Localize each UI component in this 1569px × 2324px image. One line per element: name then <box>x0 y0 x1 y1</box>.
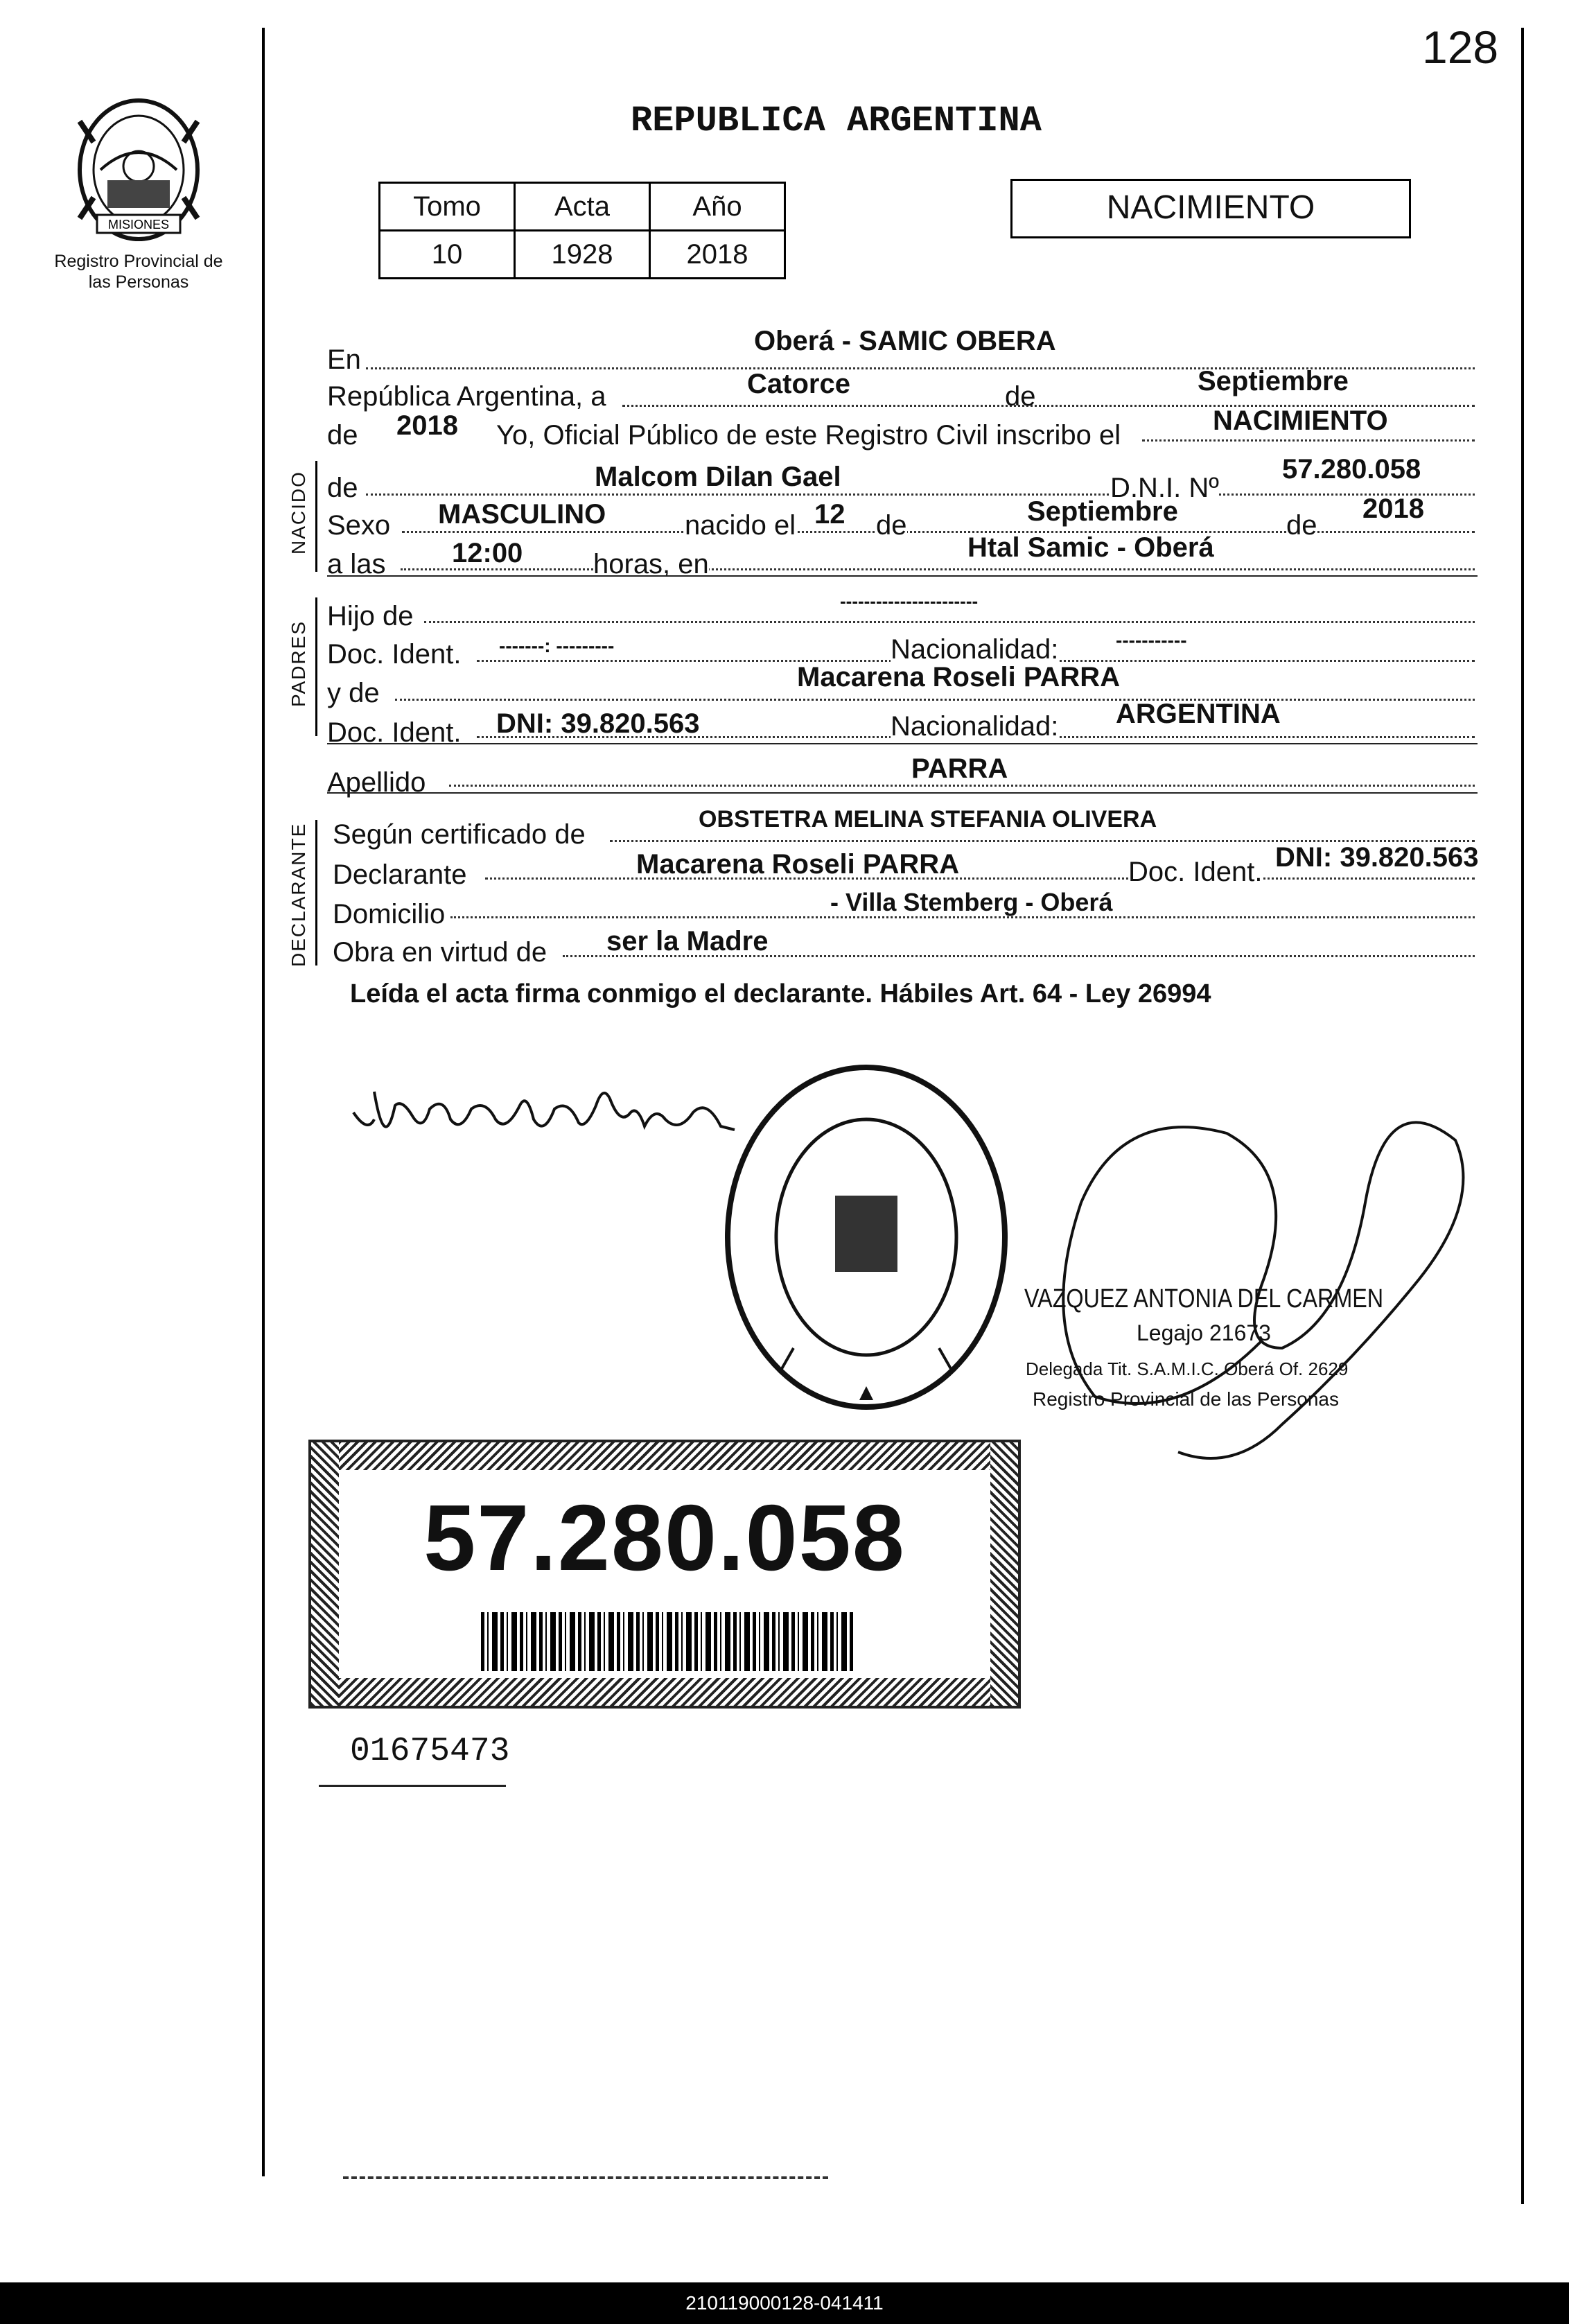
de-label: de <box>1005 381 1036 412</box>
official-name: VAZQUEZ ANTONIA DEL CARMEN <box>1024 1284 1384 1313</box>
inscribo-value: NACIMIENTO <box>1213 405 1388 436</box>
page-number: 128 <box>1422 21 1499 73</box>
nacido-el-label: nacido el <box>685 510 796 541</box>
obra-value: ser la Madre <box>606 926 769 956</box>
year-value: 2018 <box>396 410 458 441</box>
declarant-signature <box>347 1078 748 1161</box>
birth-day: 12 <box>814 499 845 530</box>
ano-value: 2018 <box>650 231 785 279</box>
birth-month: Septiembre <box>1027 496 1178 527</box>
birth-time: 12:00 <box>452 538 523 568</box>
obra-label: Obra en virtud de <box>333 937 547 968</box>
decl-doc-value: DNI: 39.820.563 <box>1275 842 1479 873</box>
tomo-acta-ano-table <box>378 182 786 279</box>
decl-doc-label: Doc. Ident. <box>1128 857 1263 887</box>
cert-value: OBSTETRA MELINA STEFANIA OLIVERA <box>699 806 1157 832</box>
left-margin-line <box>262 28 265 2176</box>
official-legajo: Legajo 21673 <box>1137 1320 1271 1345</box>
bottom-dashed-line <box>343 2176 828 2179</box>
record-type-box: NACIMIENTO <box>1010 179 1411 238</box>
guilloche-left <box>311 1442 339 1706</box>
svg-text:MISIONES: MISIONES <box>107 218 170 231</box>
official-cargo: Delegada Tit. S.A.M.I.C. Oberá Of. 2629 <box>1026 1358 1349 1379</box>
en-value: Oberá - SAMIC OBERA <box>754 326 1056 356</box>
de-label-3: de <box>1286 510 1317 541</box>
sexo-value: MASCULINO <box>438 499 606 530</box>
republica-label: República Argentina, a <box>327 381 606 412</box>
official-registry: Registro Provincial de las Personas <box>1033 1388 1339 1410</box>
nac1-value: ----------- <box>1116 629 1187 651</box>
birth-year: 2018 <box>1362 493 1424 524</box>
barcode-inner <box>342 1470 987 1678</box>
tomo-value: 10 <box>380 231 515 279</box>
acta-value: 1928 <box>515 231 650 279</box>
registry-label: Registro Provincial de las Personas <box>54 252 223 292</box>
hijo-label: Hijo de <box>327 601 414 631</box>
separator-line <box>327 743 1478 744</box>
padres-section-label: PADRES <box>288 620 309 707</box>
declarante-bracket <box>315 820 317 966</box>
delegation-stamp <box>710 1057 1022 1417</box>
dotted-line <box>449 785 1475 787</box>
official-signature <box>1053 1064 1476 1494</box>
tomo-header: Tomo <box>380 183 515 231</box>
declarante-value: Macarena Roseli PARRA <box>636 849 960 880</box>
closing-text: Leída el acta firma conmigo el declarante. Hábiles Art. 64 - Ley 26994 <box>350 979 1211 1008</box>
month-value: Septiembre <box>1198 366 1349 396</box>
day-value: Catorce <box>747 369 850 399</box>
declarante-section-label: DECLARANTE <box>288 822 309 967</box>
province-seal-logo <box>66 94 211 246</box>
guilloche-bottom <box>311 1678 1018 1706</box>
dotted-line <box>366 493 1475 496</box>
declarante-label: Declarante <box>333 859 467 890</box>
child-name: Malcom Dilan Gael <box>595 462 841 492</box>
barcode-bars <box>481 1612 855 1671</box>
dotted-line <box>401 568 1475 570</box>
doc1-label: Doc. Ident. <box>327 639 462 670</box>
apellido-label: Apellido <box>327 767 426 798</box>
nacido-bracket <box>315 461 317 572</box>
mother-name: Macarena Roseli PARRA <box>797 662 1121 692</box>
dotted-line <box>395 699 1475 701</box>
alas-label: a las <box>327 549 386 579</box>
doc2-value: DNI: 39.820.563 <box>496 708 700 739</box>
footer-id: 210119000128-041411 <box>0 2282 1569 2324</box>
dotted-line <box>424 621 1475 623</box>
en-label: En <box>327 344 361 375</box>
serial-number: 01675473 <box>350 1733 510 1770</box>
padres-bracket <box>315 597 317 736</box>
serial-underline <box>319 1785 506 1787</box>
hijo-value: ----------------------- <box>840 591 979 611</box>
de2-label: de <box>327 420 358 451</box>
nacido-section-label: NACIDO <box>288 471 309 554</box>
horas-label: horas, en <box>593 549 709 579</box>
doc1-value: -------: --------- <box>499 635 615 656</box>
birth-place: Htal Samic - Oberá <box>967 532 1214 563</box>
dotted-line <box>1142 439 1475 442</box>
nac2-label: Nacionalidad: <box>891 711 1059 742</box>
dotted-line <box>485 877 1475 880</box>
guilloche-right <box>990 1442 1018 1706</box>
de-label-2: de <box>876 510 907 541</box>
nac1-label: Nacionalidad: <box>891 634 1059 665</box>
barcode-number: 57.280.058 <box>423 1485 906 1590</box>
yde-label: y de <box>327 678 380 708</box>
nacido-de-label: de <box>327 473 358 503</box>
child-dni: 57.280.058 <box>1282 454 1421 484</box>
page-title: REPUBLICA ARGENTINA <box>631 101 1042 141</box>
domicilio-value: - Villa Stemberg - Oberá <box>830 888 1113 916</box>
cert-label: Según certificado de <box>333 819 586 850</box>
dni-label: D.N.I. Nº <box>1110 473 1219 503</box>
right-margin-line <box>1521 28 1524 2204</box>
acta-header: Acta <box>515 183 650 231</box>
sexo-label: Sexo <box>327 510 391 541</box>
apellido-value: PARRA <box>911 753 1008 784</box>
nac2-value: ARGENTINA <box>1116 699 1281 729</box>
ano-header: Año <box>650 183 785 231</box>
separator-line <box>327 575 1478 577</box>
doc2-label: Doc. Ident. <box>327 717 462 748</box>
domicilio-label: Domicilio <box>333 899 446 929</box>
dni-barcode-panel <box>308 1440 1021 1709</box>
separator-line <box>327 792 1478 794</box>
oficial-text: Yo, Oficial Público de este Registro Civil inscribo el <box>496 420 1121 451</box>
guilloche-top <box>311 1442 1018 1470</box>
